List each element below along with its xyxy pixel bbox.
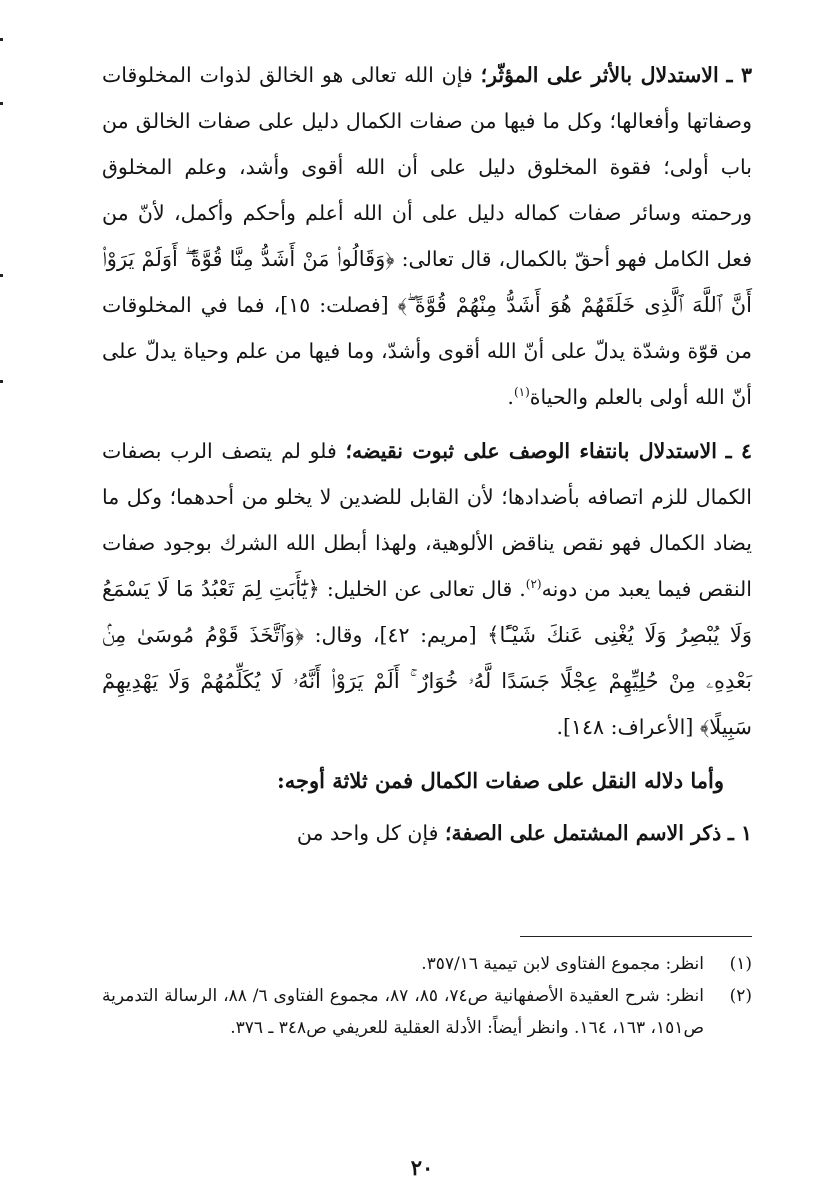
paragraph-heading: ذكر الاسم المشتمل على الصفة؛ xyxy=(444,821,722,845)
footnote-reference: (٢) xyxy=(525,577,542,592)
scan-edge-mark xyxy=(0,274,3,277)
section-heading: وأما دلاله النقل على صفات الكمال فمن ثلاثة أوجه: xyxy=(276,768,724,793)
paragraph-number: ٣ ـ xyxy=(726,63,752,87)
paragraph-inference-from-effect xyxy=(102,52,752,420)
footnote-text: انظر: مجموع الفتاوى لابن تيمية ٣٥٧/١٦. xyxy=(421,954,704,974)
page-number: ٢٠ xyxy=(410,1155,434,1180)
paragraph-number: ٤ ـ xyxy=(725,439,752,463)
quran-verse: ﴿يَٰٓأَبَتِ لِمَ تَعْبُدُ مَا لَا يَسْمَعُ وَلَا يُبْصِرُ وَلَا يُغْنِى عَنكَ شَيْـًٔا﴾ xyxy=(102,577,753,647)
footnote-marker: (١) xyxy=(729,954,752,974)
paragraph-name-with-attribute xyxy=(102,810,752,856)
quran-verse: ﴿وَٱتَّخَذَ قَوْمُ مُوسَىٰ مِنۢ بَعْدِهِۦ مِنْ حُلِيِّهِمْ عِجْلًا جَسَدًا لَّهُۥ خُوَارٌ ۚ أَلَمْ يَرَوْا۟ أَنَّهُۥ لَا يُكَلِّمُهُمْ وَلَا يَهْدِيهِمْ سَبِيلًا﴾ xyxy=(102,623,752,739)
footnotes xyxy=(102,948,752,1044)
scan-edge-mark xyxy=(0,102,3,105)
quran-verse: ﴿وَقَالُوا۟ مَنْ أَشَدُّ مِنَّا قُوَّةً ۖ أَوَلَمْ يَرَوْا۟ أَنَّ ٱللَّهَ ٱلَّذِى خَلَقَهُمْ هُوَ أَشَدُّ مِنْهُمْ قُوَّةً ۖ﴾ xyxy=(102,247,753,317)
paragraph-heading: الاستدلال بانتفاء الوصف على ثبوت نقيضه؛ xyxy=(345,439,717,463)
book-page xyxy=(102,52,752,1192)
footnote-divider xyxy=(520,936,752,937)
paragraph-heading: الاستدلال بالأثر على المؤثّر؛ xyxy=(480,63,719,87)
paragraph-text: فلو لم يتصف الرب بصفات الكمال للزم اتصافه بأضدادها؛ لأن القابل للضدين لا يخلو من أحدهما؛ وكل ما يضاد الكمال فهو نقص يناقض الألوهية، ولهذا أبطل الله الشرك بوجود صفات النقص فيما يعبد من دونه xyxy=(102,439,752,601)
footnote-marker: (٢) xyxy=(729,986,752,1006)
footnote-reference: (١) xyxy=(513,385,530,400)
paragraph-negation-of-attribute xyxy=(102,428,752,750)
paragraph-text: . قال تعالى عن الخليل: xyxy=(319,577,526,601)
paragraph-text: [الأعراف: ١٤٨]. xyxy=(556,715,700,739)
footnote-item xyxy=(102,980,752,1044)
paragraph-text: فإن كل واحد من xyxy=(296,821,445,845)
scan-edge-mark xyxy=(0,38,3,41)
paragraph-text: [مريم: ٤٢]، وقال: xyxy=(304,623,488,647)
paragraph-number: ١ ـ xyxy=(727,821,752,845)
paragraph-text: فإن الله تعالى هو الخالق لذوات المخلوقات وصفاتها وأفعالها؛ وكل ما فيها من صفات الكمال دليل على صفات الخالق من باب أولى؛ فقوة المخلوق دليل على أن الله أقوى وأشد، وعلم المخلوق ورحمته وسائر صفات كماله دليل على أن الله أعلم وأحكم وأكمل، لأنّ من فعل الكامل فهو أحقّ بالكمال، قال تعالى: xyxy=(102,63,752,271)
scan-edge-mark xyxy=(0,380,3,383)
footnote-text: انظر: شرح العقيدة الأصفهانية ص٧٤، ٨٥، ٨٧، مجموع الفتاوى ٦/ ٨٨، الرسالة التدمرية ص١٥١، ١٦٣، ١٦٤. وانظر أيضاً: الأدلة العقلية للعريفي ص٣٤٨ ـ ٣٧٦. xyxy=(102,986,705,1038)
footnote-item xyxy=(102,948,752,980)
paragraph-text: . xyxy=(507,385,514,409)
paragraph-text: [فصلت: ١٥]، فما في المخلوقات من قوّة وشدّة يدلّ على أنّ الله أقوى وأشدّ، وما فيها من علم وحياة يدلّ على أنّ الله أولى بالعلم والحياة xyxy=(102,293,752,409)
